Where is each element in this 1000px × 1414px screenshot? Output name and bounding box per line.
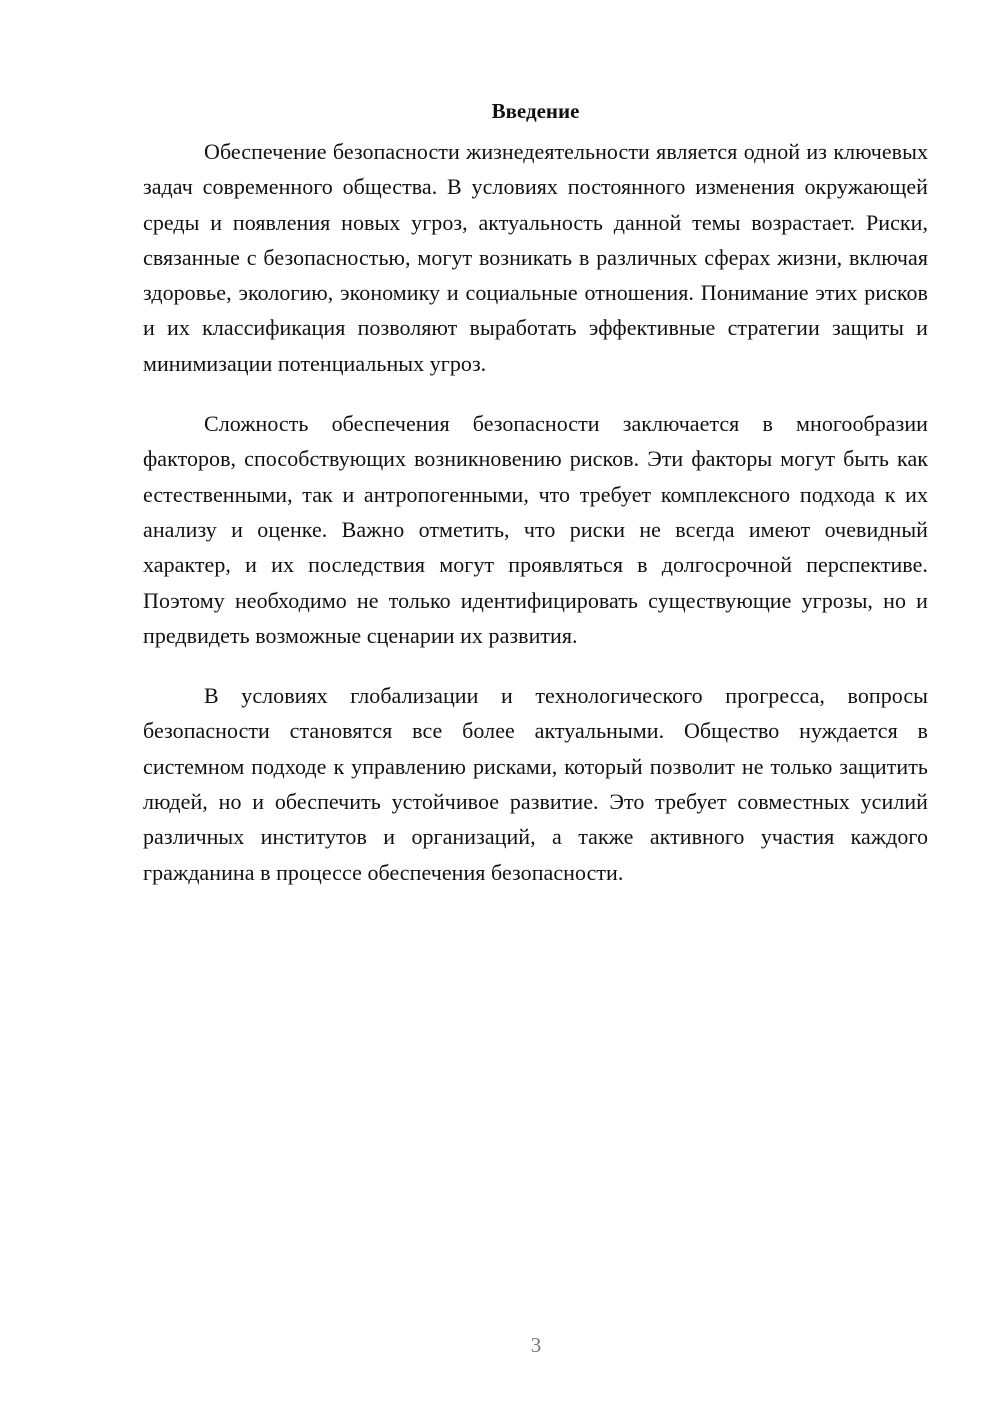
paragraph-1: Обеспечение безопасности жизнедеятельности является одной из ключевых задач современного общества. В условиях постоянного изменения окружающей среды и появления новых угроз, актуальность данной темы возрастает. Риски, связанные с безопасностью, могут возникать в различных сферах жизни, включая здоровье, экологию, экономику и социальные отношения. Понимание этих рисков и их классификация позволяют выработать эффективные стратегии защиты и минимизации потенциальных угроз.: [143, 139, 928, 376]
paragraph-2: Сложность обеспечения безопасности заключается в многообразии факторов, способствующих возникновению рисков. Эти факторы могут быть как естественными, так и антропогенными, что требует комплексного подхода к их анализу и оценке. Важно отметить, что риски не всегда имеют очевидный характер, и их последствия могут проявляться в долгосрочной перспективе. Поэтому необходимо не только идентифицировать существующие угрозы, но и предвидеть возможные сценарии их развития.: [143, 411, 928, 648]
page-content: [143, 94, 928, 915]
paragraph-3: В условиях глобализации и технологического прогресса, вопросы безопасности становятся все более актуальными. Общество нуждается в системном подходе к управлению рисками, который позволит не только защитить людей, но и обеспечить устойчивое развитие. Это требует совместных усилий различных институтов и организаций, а также активного участия каждого гражданина в процессе обеспечения безопасности.: [143, 683, 928, 885]
section-heading: Введение: [491, 99, 580, 123]
page-number: 3: [530, 1333, 542, 1357]
